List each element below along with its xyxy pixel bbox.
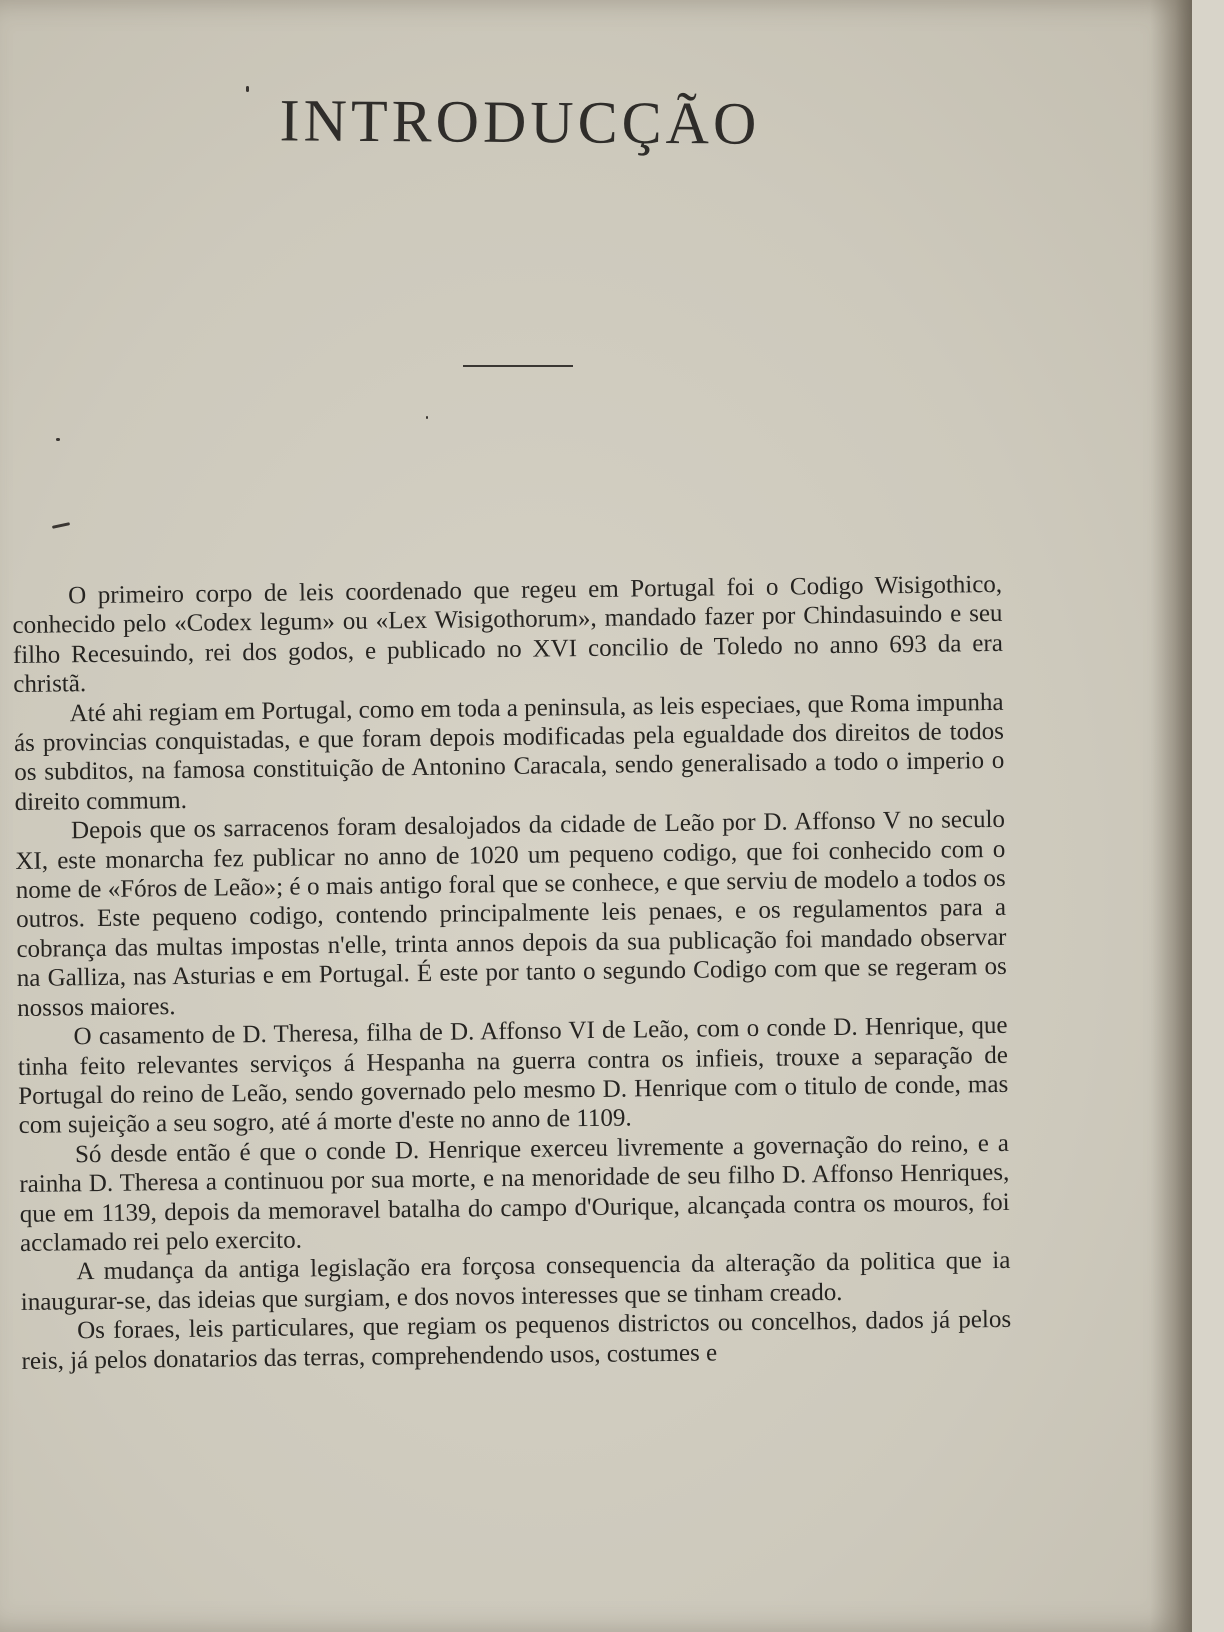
ink-speck (426, 416, 428, 419)
paragraph: A mudança da antiga legislação era forçosa consequencia da alteração da politica que ia inaugurar-se, das ideias que surgiam, e dos novos interesses que se tinham creado. (20, 1247, 1011, 1316)
chapter-heading: INTRODUCÇÃO (279, 87, 761, 157)
ink-speck (246, 86, 249, 92)
ink-speck (52, 522, 70, 529)
body-text (12, 570, 1012, 1376)
paragraph: Depois que os sarracenos foram desalojados da cidade de Leão por D. Affonso V no seculo XI, este monarcha fez publicar no anno de 1020 um pequeno codigo, que foi conhecido com o nome de «Fóros de Leão»; é o mais antigo foral que se conhece, e que serviu de modelo a todos os outros. Este pequeno codigo, contendo principalmente leis penaes, e os regulamentos para a cobrança das multas impostas n'elle, trinta annos depois da sua publicação foi mandado observar na Galliza, nas Asturias e em Portugal. É este por tanto o segundo Codigo com que se regeram os nossos maiores. (15, 806, 1007, 1022)
page-edge-shadow (1150, 0, 1192, 1632)
paragraph: O casamento de D. Theresa, filha de D. Affonso VI de Leão, com o conde D. Henrique, que tinha feito relevantes serviços á Hespanha na guerra contra os infieis, trouxe a separação de Portugal do reino de Leão, sendo governado pelo mesmo D. Henrique com o titulo de conde, mas com sujeição a seu sogro, até á morte d'este no anno de 1109. (17, 1011, 1009, 1140)
ink-speck (56, 438, 60, 441)
heading-divider (463, 365, 573, 367)
paragraph: Os foraes, leis particulares, que regiam os pequenos districtos ou concelhos, dados já pelos reis, já pelos donatarios das terras, comprehendendo usos, costumes e (21, 1306, 1012, 1375)
paragraph: Até ahi regiam em Portugal, como em toda a peninsula, as leis especiaes, que Roma impunha ás provincias conquistadas, e que foram depois modificadas pela egualdade dos direitos de todos os subditos, na famosa constituição de Antonino Caracala, sendo generalisado a todo o imperio o direito commum. (13, 688, 1005, 816)
paragraph: O primeiro corpo de leis coordenado que regeu em Portugal foi o Codigo Wisigothico, conhecido pelo «Codex legum» ou «Lex Wisigothorum», mandado fazer por Chindasuindo e seu filho Recesuindo, rei dos godos, e publicado no XVI concilio de Toledo no anno 693 da era christã. (12, 570, 1003, 699)
paragraph: Só desde então é que o conde D. Henrique exerceu livremente a governação do reino, e a rainha D. Theresa a continuou por sua morte, e na menoridade de seu filho D. Affonso Henriques, que em 1139, depois da memoravel batalha do campo d'Ourique, alcançada contra os mouros, foi acclamado rei pelo exercito. (19, 1129, 1010, 1257)
